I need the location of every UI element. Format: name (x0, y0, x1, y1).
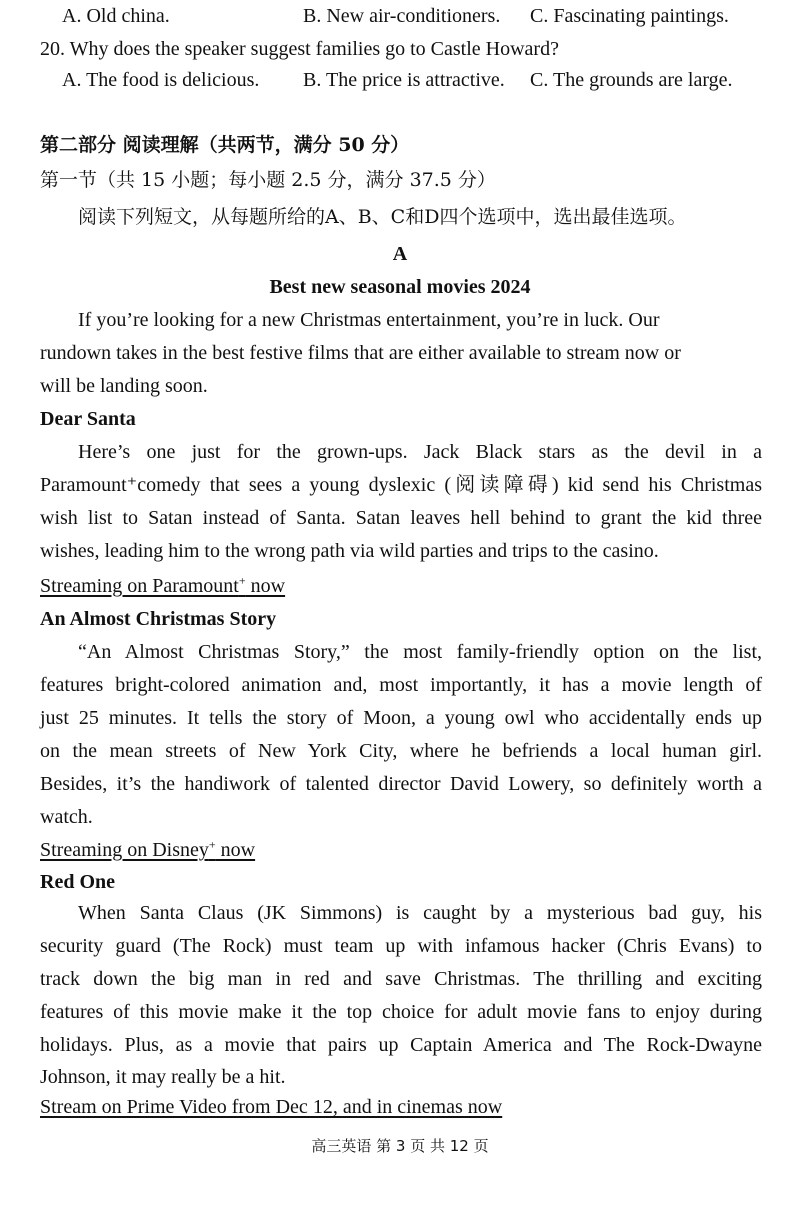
streaming-sup: + (238, 573, 246, 588)
q20-option-c: C. The grounds are large. (530, 69, 733, 91)
streaming-suffix: now (245, 575, 286, 597)
movie-desc-line: track down the big man in red and save Christmas. The thrilling and exciting (40, 968, 762, 990)
intro-line: will be landing soon. (40, 375, 208, 397)
intro-line: If you’re looking for a new Christmas entertainment, you’re in luck. Our (78, 309, 660, 331)
streaming-suffix: now (215, 839, 256, 861)
page-footer: 高三英语 第 3 页 共 12 页 (311, 1137, 489, 1155)
streaming-info (40, 573, 285, 599)
q19-option-c: C. Fascinating paintings. (530, 5, 729, 27)
instruction: 阅读下列短文，从每题所给的A、B、C和D四个选项中，选出最佳选项。 (78, 206, 687, 228)
movie-desc-line: wishes, leading him to the wrong path via wild parties and trips to the casino. (40, 540, 659, 562)
passage-letter: A (392, 243, 408, 265)
movie-desc-line: wish list to Satan instead of Santa. Satan leaves hell behind to grant the kid three (40, 507, 762, 529)
streaming-info: Stream on Prime Video from Dec 12, and in cinemas now (40, 1096, 503, 1118)
movie-desc-line: features of this movie make it the top choice for adult movie fans to enjoy during (40, 1001, 762, 1023)
movie-desc-line: When Santa Claus (JK Simmons) is caught by a mysterious bad guy, his (78, 902, 762, 924)
intro-line: rundown takes in the best festive films that are either available to stream now or (40, 342, 681, 364)
movie-desc-line: holidays. Plus, as a movie that pairs up Captain America and The Rock-Dwayne (40, 1034, 762, 1056)
streaming-prefix: Streaming on Disney (40, 839, 209, 861)
streaming-prefix: Streaming on Paramount (40, 575, 239, 597)
movie-desc-line: Here’s one just for the grown-ups. Jack Black stars as the devil in a (78, 441, 762, 463)
passage-title: Best new seasonal movies 2024 (269, 276, 531, 298)
movie-desc-line: “An Almost Christmas Story,” the most family-friendly option on the list, (78, 641, 762, 663)
movie-desc-line: just 25 minutes. It tells the story of Moon, a young owl who accidentally ends up (40, 707, 762, 729)
q19-option-a: A. Old china. (62, 5, 170, 27)
q20-option-a: A. The food is delicious. (62, 69, 260, 91)
movie-desc-line: Paramount⁺comedy that sees a young dyslexic (阅读障碍) kid send his Christmas (40, 474, 762, 496)
movie-desc-line: features bright-colored animation and, most importantly, it has a movie length of (40, 674, 762, 696)
movie-title: Red One (40, 871, 115, 893)
movie-title: Dear Santa (40, 408, 136, 430)
movie-title: An Almost Christmas Story (40, 608, 277, 630)
sub-title: 第一节（共 15 小题；每小题 2.5 分，满分 37.5 分） (40, 169, 496, 191)
movie-desc-line: Besides, it’s the handiwork of talented director David Lowery, so definitely worth a (40, 773, 762, 795)
movie-desc-line: Johnson, it may really be a hit. (40, 1066, 286, 1088)
streaming-info (40, 837, 255, 863)
q20-option-b: B. The price is attractive. (303, 69, 505, 91)
q20-question: 20. Why does the speaker suggest families go to Castle Howard? (40, 38, 559, 60)
part-title: 第二部分 阅读理解（共两节，满分 50 分） (40, 134, 410, 156)
streaming-sup: + (208, 837, 216, 852)
movie-desc-line: watch. (40, 806, 93, 828)
movie-desc-line: on the mean streets of New York City, where he befriends a local human girl. (40, 740, 762, 762)
q19-option-b: B. New air-conditioners. (303, 5, 501, 27)
movie-desc-line: security guard (The Rock) must team up with infamous hacker (Chris Evans) to (40, 935, 762, 957)
